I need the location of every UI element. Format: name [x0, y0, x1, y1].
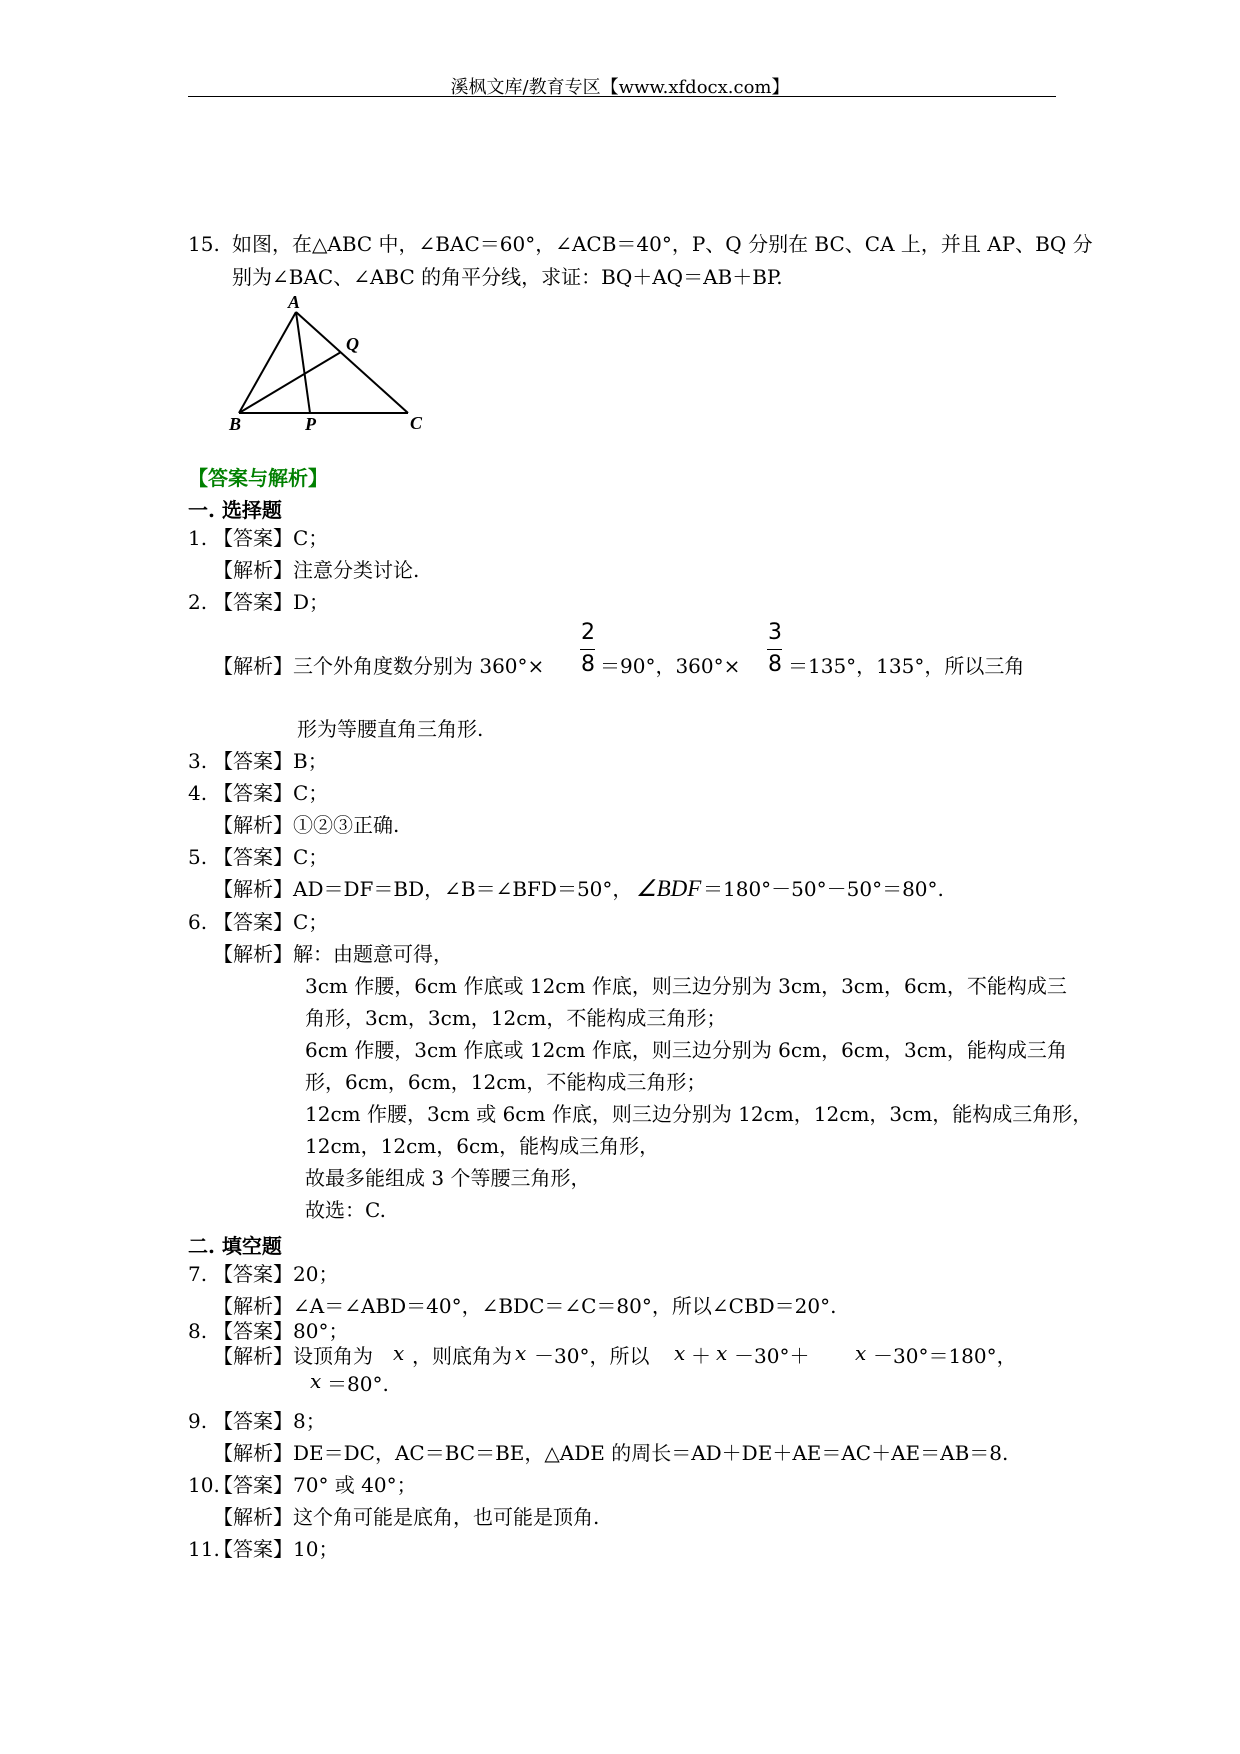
- q8-var-x-4: x: [716, 1341, 728, 1365]
- q2-fraction-2-denominator: 8: [768, 652, 782, 677]
- q8-var-x-6: x: [310, 1369, 322, 1393]
- q10-explanation: 【解析】这个角可能是底角，也可能是顶角.: [213, 1505, 600, 1529]
- triangle-figure: [225, 295, 425, 435]
- q6-line4: 形，6cm，6cm，12cm，不能构成三角形；: [305, 1070, 707, 1094]
- label-c: C: [410, 413, 423, 433]
- q2-explanation-part3: ＝135°，135°，所以三角: [788, 654, 1025, 678]
- page-header: 溪枫文库/教育专区【www.xfdocx.com】: [450, 77, 790, 98]
- q6-number: 6.: [188, 910, 208, 934]
- q8-explanation-part4: ＋: [691, 1344, 711, 1368]
- q7-number: 7.: [188, 1262, 208, 1286]
- bisector-bq: [239, 352, 341, 413]
- q3-number: 3.: [188, 749, 208, 773]
- q6-line3: 6cm 作腰，3cm 作底或 12cm 作底，则三边分别为 6cm，6cm，3cm，能构成三角: [305, 1038, 1067, 1062]
- q5-answer: 【答案】C；: [213, 845, 329, 869]
- q5-explanation-part2: ＝180°－50°－50°＝80°.: [703, 877, 944, 901]
- q6-line6: 12cm，12cm，6cm，能构成三角形，: [305, 1134, 660, 1158]
- q10-number: 10.: [188, 1473, 220, 1497]
- q1-answer: 【答案】C；: [213, 526, 329, 550]
- q2-fraction-1-denominator: 8: [581, 652, 595, 677]
- q9-number: 9.: [188, 1409, 208, 1433]
- q11-answer: 【答案】10；: [213, 1537, 339, 1561]
- q2-fraction-1-bar: [580, 649, 595, 650]
- q5-number: 5.: [188, 845, 208, 869]
- header-divider: [188, 96, 1056, 97]
- q1-explanation: 【解析】注意分类讨论.: [213, 558, 420, 582]
- q8-var-x-1: x: [393, 1341, 405, 1365]
- q8-answer: 【答案】80°；: [213, 1319, 349, 1343]
- q2-fraction-1-numerator: 2: [581, 620, 595, 645]
- q6-explanation: 【解析】解：由题意可得，: [213, 942, 453, 966]
- q5-angle-bdf: ∠BDF: [636, 876, 702, 901]
- side-ab: [239, 312, 296, 413]
- label-b: B: [229, 414, 242, 434]
- q9-explanation: 【解析】DE＝DC，AC＝BC＝BE，△ADE 的周长＝AD＋DE＋AE＝AC＋AE＝AB＝8.: [213, 1441, 1009, 1465]
- q3-answer: 【答案】B；: [213, 749, 328, 773]
- q8-var-x-2: x: [515, 1341, 527, 1365]
- section-fill-heading: 二. 填空题: [188, 1234, 282, 1258]
- q6-line8: 故选：C.: [305, 1198, 386, 1222]
- q6-line2: 角形，3cm，3cm，12cm，不能构成三角形；: [305, 1006, 727, 1030]
- q1-number: 1.: [188, 526, 208, 550]
- problem-15-number: 15.: [188, 232, 220, 256]
- q2-fraction-1: [577, 622, 599, 676]
- q4-explanation: 【解析】①②③正确.: [213, 813, 400, 837]
- side-ac: [296, 312, 408, 413]
- q8-explanation-part3: －30°，所以: [534, 1344, 650, 1368]
- q6-answer: 【答案】C；: [213, 910, 329, 934]
- q10-answer: 【答案】70° 或 40°；: [213, 1473, 417, 1497]
- label-a: A: [288, 295, 301, 312]
- q9-answer: 【答案】8；: [213, 1409, 326, 1433]
- q2-explanation-part1: 【解析】三个外角度数分别为 360°×: [213, 654, 545, 678]
- q7-answer: 【答案】20；: [213, 1262, 339, 1286]
- section-choice-heading: 一. 选择题: [188, 498, 282, 522]
- q6-line5: 12cm 作腰，3cm 或 6cm 作底，则三边分别为 12cm，12cm，3cm，能构成三角形，: [305, 1102, 1093, 1126]
- problem-15-line2: 别为∠BAC、∠ABC 的角平分线，求证：BQ＋AQ＝AB＋BP.: [232, 265, 783, 289]
- label-q: Q: [346, 334, 359, 354]
- bisector-ap: [296, 312, 310, 413]
- q5-explanation-part1: 【解析】AD＝DF＝BD，∠B＝∠BFD＝50°，: [213, 877, 633, 901]
- q2-fraction-2-bar: [767, 649, 782, 650]
- q8-var-x-5: x: [855, 1341, 867, 1365]
- answer-heading: 【答案与解析】: [188, 466, 328, 490]
- q8-number: 8.: [188, 1319, 208, 1343]
- q8-explanation-part7: ＝80°.: [327, 1372, 389, 1396]
- q11-number: 11.: [188, 1537, 220, 1561]
- q6-line7: 故最多能组成 3 个等腰三角形，: [305, 1166, 591, 1190]
- q4-number: 4.: [188, 781, 208, 805]
- q6-line1: 3cm 作腰，6cm 作底或 12cm 作底，则三边分别为 3cm，3cm，6cm，不能构成三: [305, 974, 1067, 998]
- q2-answer: 【答案】D；: [213, 590, 330, 614]
- q7-explanation: 【解析】∠A＝∠ABD＝40°，∠BDC＝∠C＝80°，所以∠CBD＝20°.: [213, 1294, 837, 1318]
- q2-number: 2.: [188, 590, 208, 614]
- q2-explanation-part4: 形为等腰直角三角形.: [297, 717, 484, 741]
- q4-answer: 【答案】C；: [213, 781, 329, 805]
- q2-fraction-2-numerator: 3: [768, 620, 782, 645]
- q8-explanation-part2: ，则底角为: [412, 1344, 512, 1368]
- q8-explanation-part5: －30°＋: [734, 1344, 810, 1368]
- label-p: P: [305, 414, 316, 434]
- q2-fraction-2: [764, 622, 786, 676]
- q2-explanation-part2: ＝90°，360°×: [600, 654, 741, 678]
- q8-explanation-part1: 【解析】设顶角为: [213, 1344, 373, 1368]
- q8-var-x-3: x: [674, 1341, 686, 1365]
- problem-15-line1: 如图，在△ABC 中，∠BAC＝60°，∠ACB＝40°，P、Q 分别在 BC、CA 上，并且 AP、BQ 分: [232, 232, 1093, 256]
- q8-explanation-part6: －30°＝180°，: [873, 1344, 1017, 1368]
